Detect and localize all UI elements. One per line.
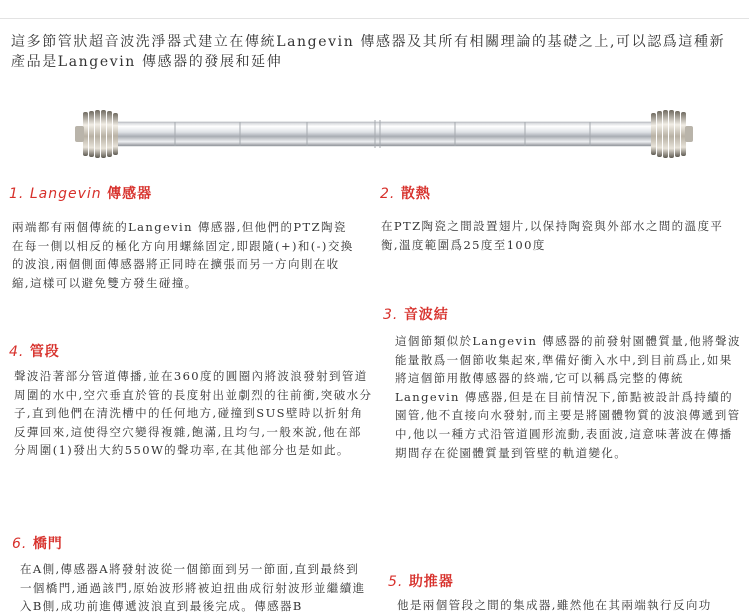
section-2-heading: [380, 183, 431, 203]
section-6-heading: [12, 533, 63, 553]
section-6-number: 6.: [12, 536, 28, 552]
section-1-body: 兩端都有兩個傳統的Langevin 傳感器,但他們的PTZ陶瓷在每一側以相反的極化方向用螺絲固定,即跟隨(+)和(-)交換的波浪,兩個側面傳感器將正同時在擴張而另一方向則在收縮,這樣可以避免雙方發生碰撞。: [12, 220, 354, 290]
section-1-latin: Langevin: [29, 186, 102, 202]
section-5-body: 他是兩個管段之間的集成器,雖然他在其兩端執行反向功: [397, 598, 712, 612]
section-2-number: 2.: [380, 186, 396, 202]
section-3-body: 這個節類似於Langevin 傳感器的前發射園體質量,他將聲波能量散爲一個節收集起來,準備好衝入水中,到目前爲止,如果將這個節用散傳感器的終端,它可以稱爲完整的傳統Langevin 傳感器,但是在目前情況下,節點被設計爲持續的園管,他不直接向水發射,而主要是將園體物質的波浪傳遞到管中,他以一種方式沿管道圓形流動,表面波,這意味著波在傳播期間存在從園體質量到管壁的軌道變化。: [395, 334, 741, 460]
section-3-number: 3.: [383, 307, 399, 323]
section-2-body: 在PTZ陶瓷之間設置翅片,以保持陶瓷與外部水之間的溫度平衡,溫度範圍爲25度至100度: [381, 219, 724, 252]
section-5-title: 助推器: [408, 574, 454, 590]
section-5-number: 5.: [388, 574, 404, 590]
section-1-title: 傳感器: [107, 186, 153, 202]
section-2-title: 散熱: [400, 186, 431, 202]
section-6-title: 橋門: [32, 536, 63, 552]
section-3-title: 音波結: [403, 307, 449, 323]
section-1-number: 1.: [9, 186, 25, 202]
section-4-number: 4.: [9, 344, 25, 360]
tube-transducer-image: [75, 100, 693, 170]
section-4-body: 聲波沿著部分管道傳播,並在360度的圓圈內將波浪發射到管道周圍的水中,空穴垂直於管的長度射出並劇烈的往前衝,突破水分子,直到他們在清洗槽中的任何地方,碰撞到SUS壁時以折射角反彈回來,這使得空穴變得複雜,飽滿,且均勻,一般來說,他在部分周圍(1)發出大約550W的聲功率,在其他部分也是如此。: [14, 369, 373, 458]
top-divider: [0, 18, 749, 19]
section-6-body: 在A側,傳感器A將發射波從一個節面到另一節面,直到最終到一個橋門,通過該門,原始波形將被迫扭曲成衍射波形並繼續進入B側,成功前進傳遞波浪直到最後完成。傳感器B: [20, 562, 366, 614]
section-5-heading: [388, 571, 454, 591]
intro-paragraph: 這多節管狀超音波洗淨器式建立在傳統Langevin 傳感器及其所有相關理論的基礎之上,可以認爲這種新產品是Langevin 傳感器的發展和延伸: [11, 34, 726, 70]
section-3-heading: [383, 304, 449, 324]
section-1-heading: [9, 183, 152, 203]
section-4-title: 管段: [29, 344, 60, 360]
section-4-heading: [9, 341, 60, 361]
